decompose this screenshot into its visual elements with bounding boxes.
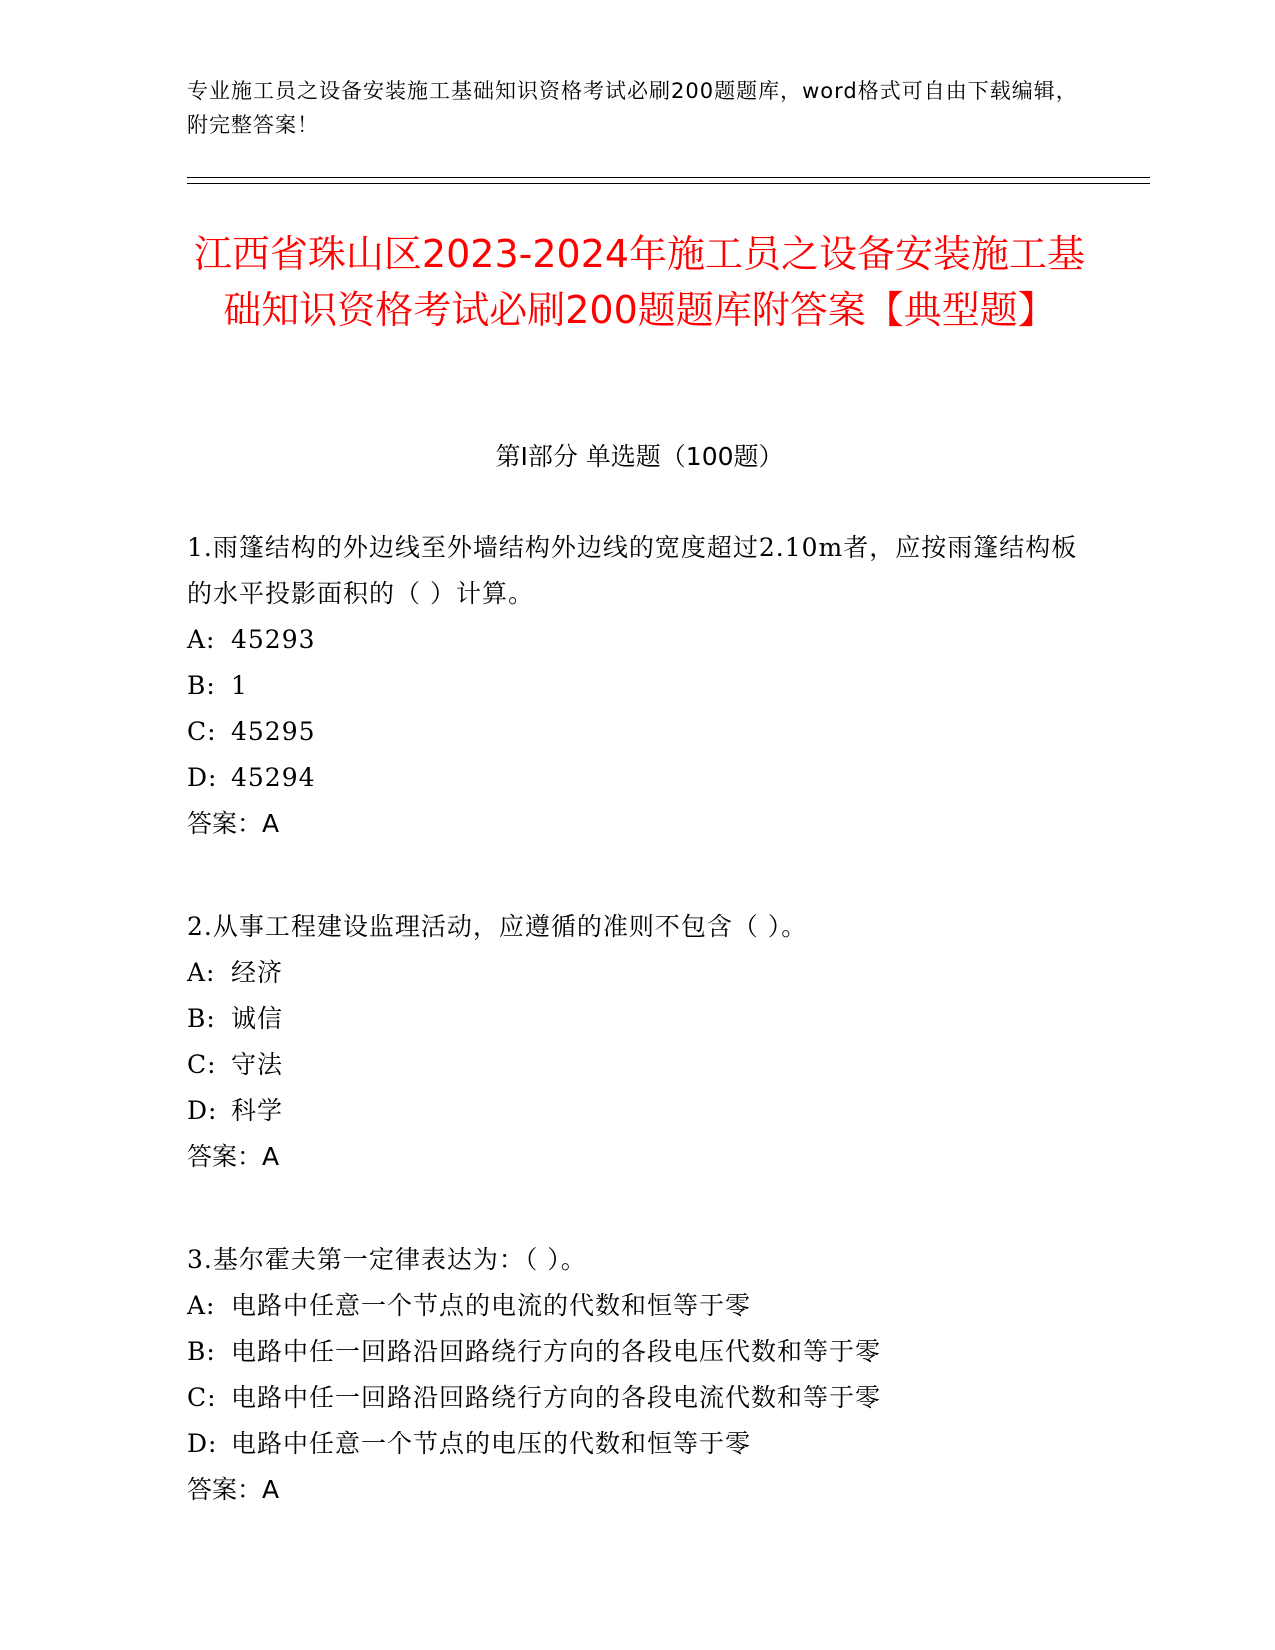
question-2 <box>187 904 1092 1180</box>
question-stem: 1.雨篷结构的外边线至外墙结构外边线的宽度超过2.10m者，应按雨篷结构板的水平投影面积的（ ）计算。 <box>187 533 1078 608</box>
option-text: 45295 <box>231 717 316 746</box>
document-title: 江西省珠山区2023-2024年施工员之设备安装施工基础知识资格考试必刷200题题库附答案【典型题】 <box>193 232 1086 332</box>
option-c <box>187 709 1092 755</box>
question-list <box>187 525 1092 1570</box>
option-letter: A: <box>187 1291 216 1320</box>
option-b <box>187 1329 1092 1375</box>
option-a <box>187 617 1092 663</box>
option-text: 电路中任一回路沿回路绕行方向的各段电压代数和等于零 <box>231 1337 882 1366</box>
option-d <box>187 1088 1092 1134</box>
header-note: 专业施工员之设备安装施工基础知识资格考试必刷200题题库，word格式可自由下载编辑，附完整答案！ <box>187 79 1078 137</box>
option-letter: C: <box>187 1050 217 1079</box>
option-letter: C: <box>187 717 217 746</box>
question-3 <box>187 1237 1092 1513</box>
option-b <box>187 663 1092 709</box>
question-1 <box>187 525 1092 847</box>
option-a <box>187 1283 1092 1329</box>
option-b <box>187 996 1092 1042</box>
option-c <box>187 1042 1092 1088</box>
option-letter: D: <box>187 763 218 792</box>
option-letter: B: <box>187 1004 216 1033</box>
option-text: 45293 <box>231 625 316 654</box>
option-text: 电路中任意一个节点的电流的代数和恒等于零 <box>231 1291 752 1320</box>
option-letter: A: <box>187 625 216 654</box>
option-text: 1 <box>231 671 248 700</box>
option-text: 科学 <box>231 1096 284 1125</box>
option-a <box>187 950 1092 996</box>
answer: 答案：A <box>187 1142 280 1171</box>
option-letter: D: <box>187 1096 218 1125</box>
answer: 答案：A <box>187 1475 280 1504</box>
option-letter: D: <box>187 1429 218 1458</box>
option-letter: A: <box>187 958 216 987</box>
option-c <box>187 1375 1092 1421</box>
option-d <box>187 755 1092 801</box>
option-letter: B: <box>187 671 216 700</box>
option-text: 诚信 <box>231 1004 284 1033</box>
option-text: 45294 <box>231 763 316 792</box>
option-d <box>187 1421 1092 1467</box>
answer: 答案：A <box>187 809 280 838</box>
option-text: 电路中任一回路沿回路绕行方向的各段电流代数和等于零 <box>231 1383 882 1412</box>
question-stem: 3.基尔霍夫第一定律表达为：（ ）。 <box>187 1245 587 1274</box>
option-text: 守法 <box>231 1050 284 1079</box>
question-stem: 2.从事工程建设监理活动，应遵循的准则不包含（ ）。 <box>187 912 808 941</box>
option-letter: B: <box>187 1337 216 1366</box>
option-letter: C: <box>187 1383 217 1412</box>
header-rule-top <box>187 177 1150 178</box>
option-text: 经济 <box>231 958 284 987</box>
section-heading: 第Ⅰ部分 单选题（100题） <box>495 442 784 471</box>
option-text: 电路中任意一个节点的电压的代数和恒等于零 <box>231 1429 752 1458</box>
header-rule-bottom <box>187 183 1150 184</box>
